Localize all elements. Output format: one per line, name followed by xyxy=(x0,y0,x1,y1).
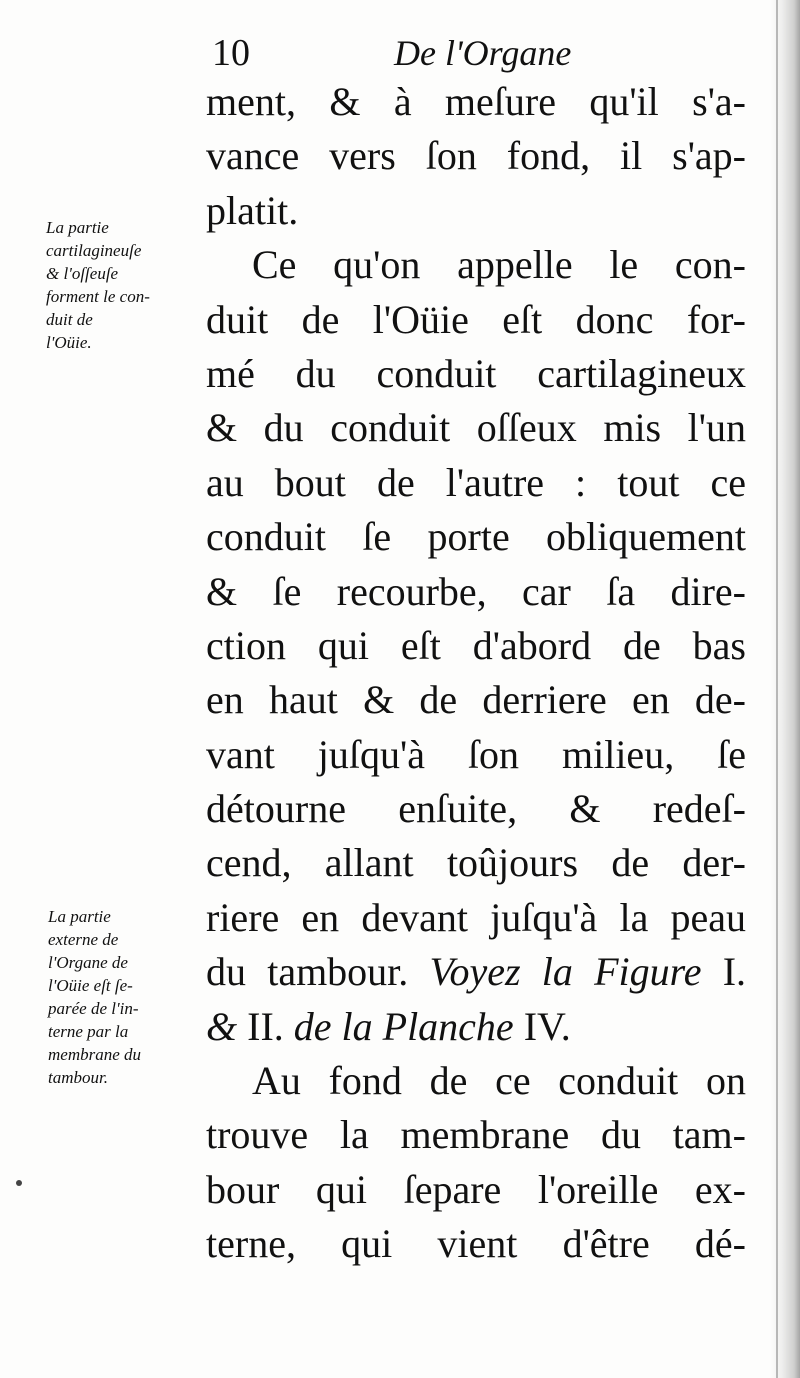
marginal-note-line: La partie xyxy=(48,907,111,926)
text-line-plate-ref xyxy=(206,1000,746,1054)
text-line: en haut & de derriere en de- xyxy=(206,677,746,723)
running-title: De l'Organe xyxy=(394,33,572,73)
marginal-note-line: duit de xyxy=(46,310,93,329)
figure-number: I. xyxy=(722,949,747,995)
text-line: vant juſqu'à ſon milieu, ſe xyxy=(206,731,746,777)
binding-shadow xyxy=(770,0,800,1378)
body-text xyxy=(206,75,746,1272)
marginal-note-line: cartilagineuſe xyxy=(46,241,142,260)
marginal-note xyxy=(48,905,198,1089)
text-line: & ſe recourbe, car ſa dire- xyxy=(206,568,746,614)
marginal-note-line: l'Organe de xyxy=(48,953,128,972)
text-line: riere en devant juſqu'à la peau xyxy=(206,894,746,940)
text-line: au bout de l'autre : tout ce xyxy=(206,459,746,505)
marginal-note-line: & l'oſſeuſe xyxy=(46,264,119,283)
text-line: ction qui eſt d'abord de bas xyxy=(206,622,746,668)
figure-number-2: II. xyxy=(247,1003,284,1049)
marginal-note-line: l'Oüie eſt ſe- xyxy=(48,976,133,995)
marginal-note-line: terne par la xyxy=(48,1022,129,1041)
ink-speck xyxy=(16,1180,22,1186)
text-line: mé du conduit cartilagineux xyxy=(206,350,746,396)
marginal-note-line: La partie xyxy=(46,218,109,237)
text-line: vance vers ſon fond, il s'ap- xyxy=(206,133,746,179)
text-segment: du tambour. xyxy=(206,949,409,995)
plate-number: IV. xyxy=(523,1003,571,1049)
text-line: ment, & à meſure qu'il s'a- xyxy=(206,79,746,124)
text-line: Ce qu'on appelle le con- xyxy=(252,242,746,288)
text-line: conduit ſe porte obliquement xyxy=(206,514,746,560)
marginal-note-line: tambour. xyxy=(48,1068,108,1087)
page-number: 10 xyxy=(212,32,250,74)
marginal-note xyxy=(46,216,196,354)
ampersand: & xyxy=(206,1003,238,1049)
text-line: & du conduit oſſeux mis l'un xyxy=(206,405,746,451)
text-line: duit de l'Oüie eſt donc for- xyxy=(206,296,746,342)
marginal-note-line: membrane du xyxy=(48,1045,142,1064)
text-line: bour qui ſepare l'oreille ex- xyxy=(206,1166,746,1212)
marginal-note-line: l'Oüie. xyxy=(46,333,92,352)
text-line: détourne enſuite, & redeſ- xyxy=(206,786,746,832)
figure-reference: Voyez la Figure xyxy=(429,949,702,995)
text-line: platit. xyxy=(206,187,299,233)
running-header xyxy=(212,28,772,78)
marginal-note-line: forment le con- xyxy=(46,287,150,306)
marginal-note-line: parée de l'in- xyxy=(48,999,139,1018)
text-line-figure-ref xyxy=(206,945,746,999)
marginal-note-line: externe de xyxy=(48,930,119,949)
plate-reference: de la Planche xyxy=(293,1003,514,1049)
binding-edge xyxy=(776,0,778,1378)
text-line: cend, allant toûjours de der- xyxy=(206,840,746,886)
text-line: terne, qui vient d'être dé- xyxy=(206,1221,746,1267)
text-line: trouve la membrane du tam- xyxy=(206,1112,746,1158)
text-line: Au fond de ce conduit on xyxy=(252,1058,746,1104)
